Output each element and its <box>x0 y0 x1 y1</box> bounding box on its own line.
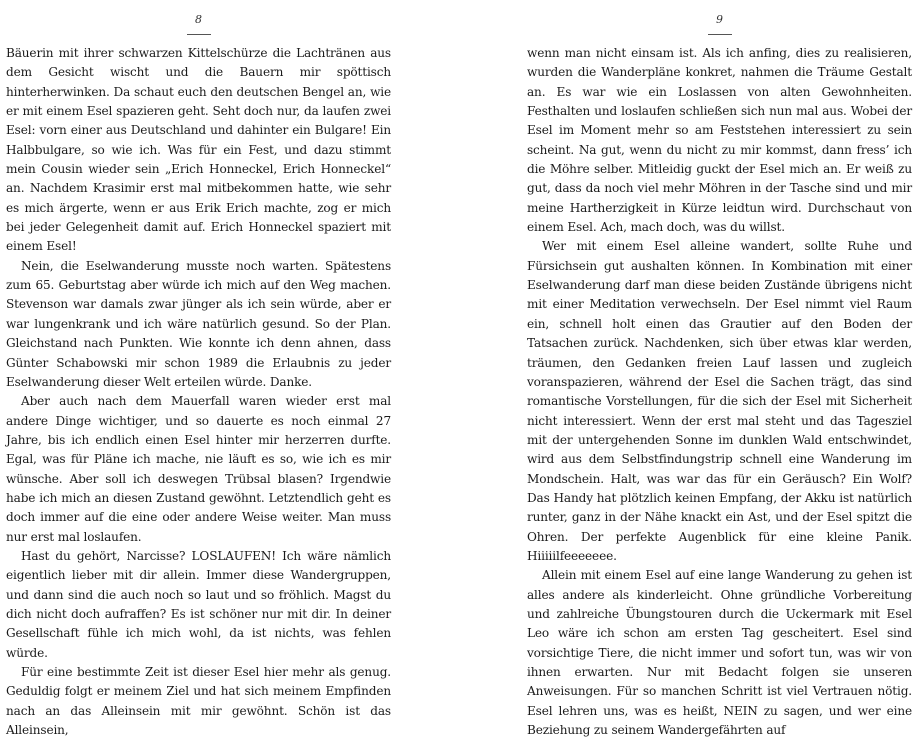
paragraph: Bäuerin mit ihrer schwarzen Kittelschürze die Lachtränen aus dem Gesicht wischt und die Bauern mir spöttisch hinterherwinken. Da schaut euch den deutschen Bengel an, wie er mit einem Esel spazieren geht. Seht doch nur, da laufen zwei Esel: vorn einer aus Deutschland und dahinter ein Bulgare! Ein Halbbulgare, so wie ich. Was für ein Fest, und dazu stimmt mein Cousin wieder sein „Erich Honneckel, Erich Honneckel“ an. Nachdem Krasimir erst mal mitbekommen hatte, wie sehr es mich ärgerte, wenn er aus Erik Erich machte, zog er mich bei jeder Gelegenheit damit auf. Erich Honneckel spaziert mit einem Esel! <box>6 46 391 254</box>
paragraph: Allein mit einem Esel auf eine lange Wanderung zu gehen ist alles andere als kinderleicht. Ohne gründliche Vorbereitung und zahlreiche Übungstouren durch die Uckermark mit Esel Leo wäre ich schon am ersten Tag gescheitert. Esel sind vorsichtige Tiere, die nicht immer und sofort tun, was wir von ihnen erwarten. Nur mit Bedacht folgen sie unseren Anweisungen. Für so manchen Schritt ist viel Vertrauen nötig. Esel lehren uns, was es heißt, NEIN zu sagen, und wer eine Beziehung zu seinem Wandergefährten auf <box>527 568 912 738</box>
paragraph: Aber auch nach dem Mauerfall waren wieder erst mal andere Dinge wichtiger, und so dauerte es noch einmal 27 Jahre, bis ich endlich einen Esel hinter mir herzerren durfte. Egal, was für Pläne ich mache, nie läuft es so, wie ich es mir wünsche. Aber soll ich deswegen Trübsal blasen? Irgendwie habe ich mich an diesen Zustand gewöhnt. Letztendlich geht es doch immer auf die eine oder andere Weise weiter. Man muss nur erst mal loslaufen. <box>6 394 391 544</box>
paragraph: Nein, die Eselwanderung musste noch warten. Spätestens zum 65. Geburtstag aber würde ich mich auf den Weg machen. Stevenson war damals zwar jünger als ich sein würde, aber er war lungenkrank und ich wäre natürlich gesund. So der Plan. Gleichstand nach Punkten. Wie konnte ich denn ahnen, dass Günter Schabowski mir schon 1989 die Erlaubnis zu jeder Eselwanderung dieser Welt erteilen würde. Danke. <box>6 258 391 389</box>
header-rule <box>187 34 211 35</box>
page-header <box>527 0 912 44</box>
page-number: 8 <box>195 13 202 26</box>
left-page <box>6 0 391 740</box>
paragraph: Wer mit einem Esel alleine wandert, sollte Ruhe und Fürsichsein gut aushalten können. In Kombination mit einer Eselwanderung darf man diese beiden Zustände übrigens nicht mit einer Meditation verwechseln. Der Esel nimmt viel Raum ein, schnell holt einen das Grautier auf den Boden der Tatsachen zurück. Nachdenken, sich über etwas klar werden, träumen, den Gedanken freien Lauf lassen und zugleich voranspazieren, während der Esel die Sachen trägt, das sind romantische Vorstellungen, für die sich der Esel mit Sicherheit nicht interessiert. Wenn der erst mal steht und das Tagesziel mit der untergehenden Sonne im dunklen Wald entschwindet, wird aus dem Selbstfindungstrip schnell eine Wanderung im Mondschein. Halt, was war das für ein Geräusch? Ein Wolf? Das Handy hat plötzlich keinen Empfang, der Akku ist natürlich runter, ganz in der Nähe knackt ein Ast, und der Esel spitzt die Ohren. Der perfekte Augenblick für eine kleine Panik. Hiiiiilfeeeeeee. <box>527 239 912 563</box>
page-header <box>6 0 391 44</box>
right-page <box>527 0 912 740</box>
page-text <box>6 44 391 740</box>
header-rule <box>708 34 732 35</box>
paragraph: Hast du gehört, Narcisse? LOSLAUFEN! Ich wäre nämlich eigentlich lieber mit dir allein. Immer diese Wandergruppen, und dann sind die auch noch so laut und so fröhlich. Magst du dich nicht doch aufraffen? Es ist schöner nur mit dir. In deiner Gesellschaft fühle ich mich wohl, da ist nichts, was fehlen würde. <box>6 548 391 660</box>
paragraph: wenn man nicht einsam ist. Als ich anfing, dies zu realisieren, wurden die Wanderpläne konkret, nahmen die Träume Gestalt an. Es war wie ein Loslassen von alten Gewohnheiten. Festhalten und loslaufen schließen sich nun mal aus. Wobei der Esel im Moment mehr so am Feststehen interessiert zu sein scheint. Na gut, wenn du nicht zu mir kommst, dann fress’ ich die Möhre selber. Mitleidig guckt der Esel mich an. Er weiß zu gut, dass da noch viel mehr Möhren in der Tasche sind und mir meine Hartherzigkeit in Kürze leidtun wird. Durchschaut von einem Esel. Ach, mach doch, was du willst. <box>527 46 912 235</box>
page-text <box>527 44 912 740</box>
page-number: 9 <box>716 13 723 26</box>
paragraph: Für eine bestimmte Zeit ist dieser Esel hier mehr als genug. Geduldig folgt er meinem Ziel und hat sich meinem Empfinden nach an das Alleinsein mit mir gewöhnt. Schön ist das Alleinsein, <box>6 665 391 738</box>
